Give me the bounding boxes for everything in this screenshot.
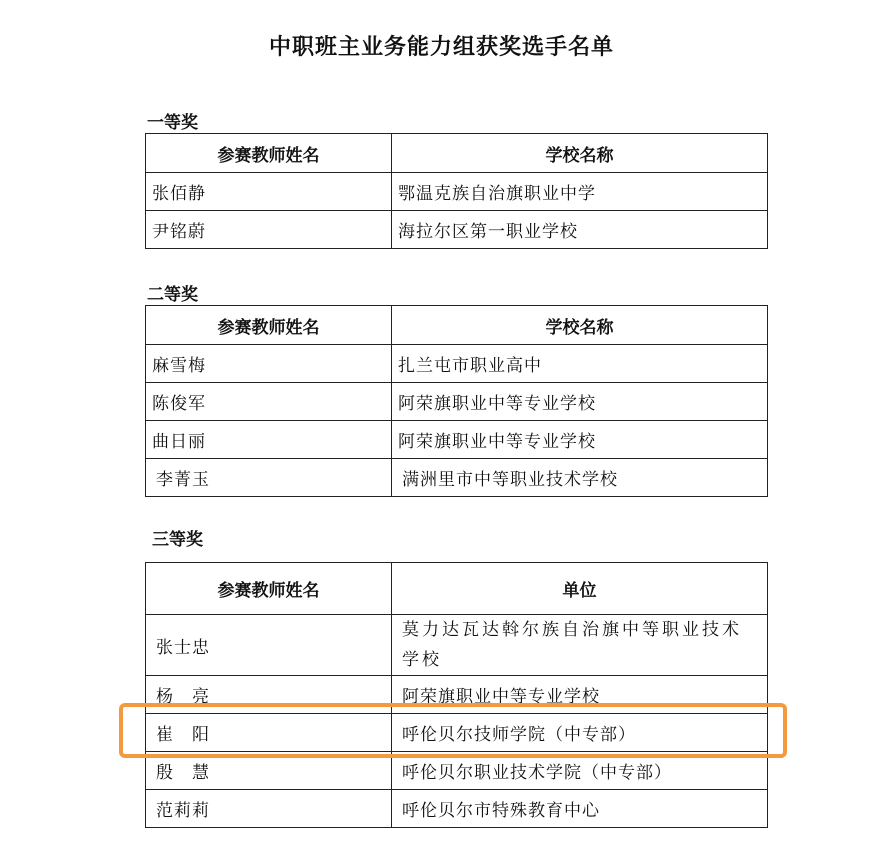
school-name: 莫力达瓦达斡尔族自治旗中等职业技术学校 bbox=[392, 615, 768, 676]
school-name: 呼伦贝尔职业技术学院（中专部） bbox=[392, 752, 768, 790]
column-header-unit: 单位 bbox=[392, 563, 768, 615]
teacher-name: 张士忠 bbox=[146, 615, 392, 676]
table-row bbox=[146, 459, 768, 497]
highlight-box bbox=[119, 703, 787, 758]
column-header-name: 参赛教师姓名 bbox=[146, 134, 392, 173]
teacher-name: 曲日丽 bbox=[146, 421, 392, 459]
school-name: 阿荣旗职业中等专业学校 bbox=[392, 421, 768, 459]
school-name: 阿荣旗职业中等专业学校 bbox=[392, 676, 768, 714]
teacher-name: 殷 慧 bbox=[146, 752, 392, 790]
table-header-row bbox=[146, 134, 768, 173]
document-title: 中职班主业务能力组获奖选手名单 bbox=[268, 35, 614, 60]
table-row bbox=[146, 173, 768, 211]
table-row bbox=[146, 790, 768, 828]
school-name: 阿荣旗职业中等专业学校 bbox=[392, 383, 768, 421]
school-name: 呼伦贝尔技师学院（中专部） bbox=[392, 714, 768, 752]
teacher-name: 麻雪梅 bbox=[146, 345, 392, 383]
table-row bbox=[146, 211, 768, 249]
teacher-name: 尹铭蔚 bbox=[146, 211, 392, 249]
second-prize-table bbox=[145, 305, 768, 497]
table-row bbox=[146, 421, 768, 459]
table-row bbox=[146, 615, 768, 676]
school-name: 鄂温克族自治旗职业中学 bbox=[392, 173, 768, 211]
column-header-school: 学校名称 bbox=[392, 134, 768, 173]
column-header-school: 学校名称 bbox=[392, 306, 768, 345]
third-prize-table bbox=[145, 562, 768, 828]
school-name: 满洲里市中等职业技术学校 bbox=[392, 459, 768, 497]
third-prize-heading: 三等奖 bbox=[152, 530, 203, 550]
school-name: 海拉尔区第一职业学校 bbox=[392, 211, 768, 249]
table-header-row bbox=[146, 563, 768, 615]
school-name: 呼伦贝尔市特殊教育中心 bbox=[392, 790, 768, 828]
table-row bbox=[146, 345, 768, 383]
table-row bbox=[146, 383, 768, 421]
teacher-name: 崔 阳 bbox=[146, 714, 392, 752]
teacher-name: 李菁玉 bbox=[146, 459, 392, 497]
first-prize-heading: 一等奖 bbox=[147, 113, 198, 133]
teacher-name: 范莉莉 bbox=[146, 790, 392, 828]
school-name: 扎兰屯市职业高中 bbox=[392, 345, 768, 383]
column-header-name: 参赛教师姓名 bbox=[146, 563, 392, 615]
table-header-row bbox=[146, 306, 768, 345]
teacher-name: 陈俊军 bbox=[146, 383, 392, 421]
first-prize-table bbox=[145, 133, 768, 249]
second-prize-heading: 二等奖 bbox=[147, 285, 198, 305]
teacher-name: 张佰静 bbox=[146, 173, 392, 211]
teacher-name: 杨 亮 bbox=[146, 676, 392, 714]
column-header-name: 参赛教师姓名 bbox=[146, 306, 392, 345]
